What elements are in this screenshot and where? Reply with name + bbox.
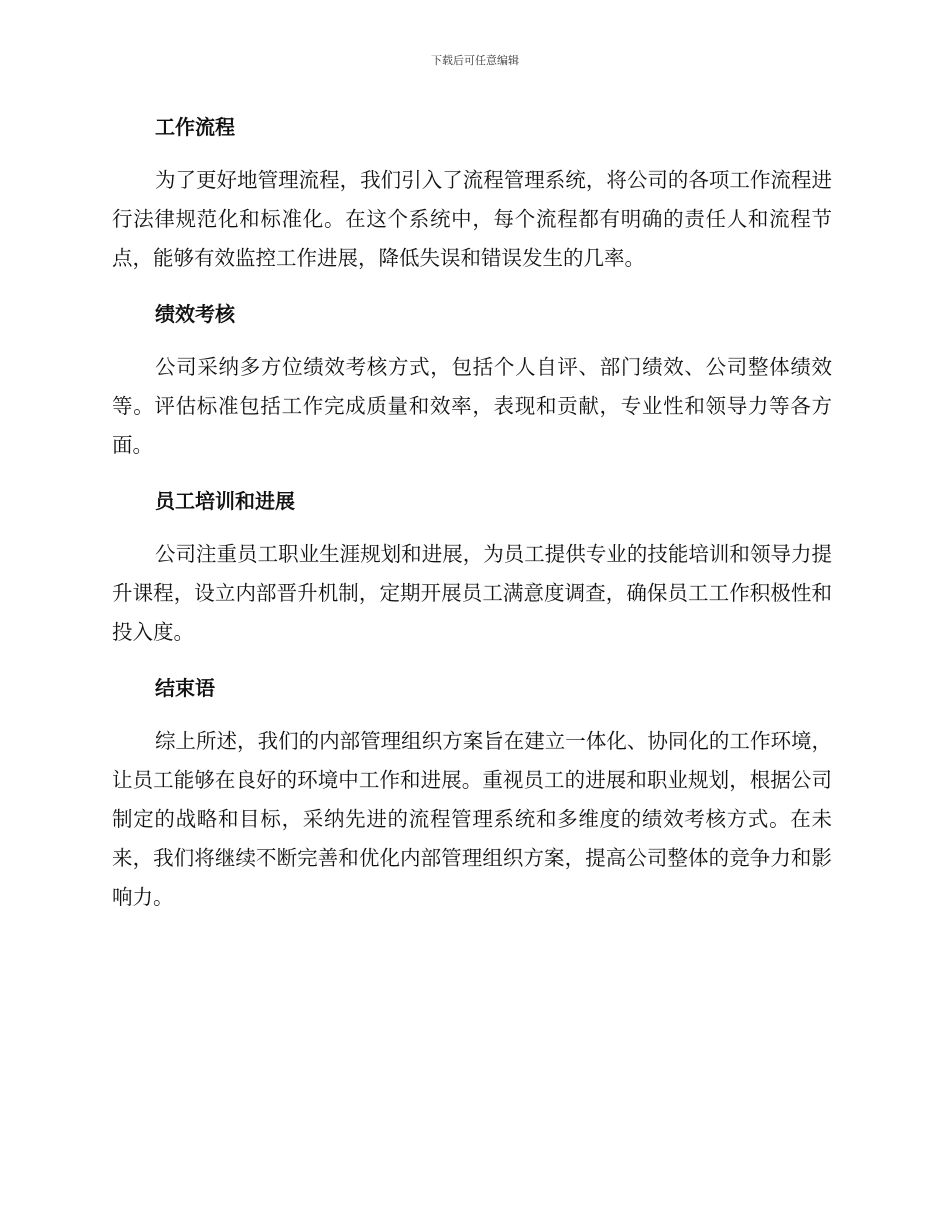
section-heading-performance: 绩效考核 [155,302,235,326]
section-heading-conclusion: 结束语 [155,676,215,700]
section-workflow [112,108,832,278]
section-paragraph-performance: 公司采纳多方位绩效考核方式，包括个人自评、部门绩效、公司整体绩效等。评估标准包括工作完成质量和效率，表现和贡献，专业性和领导力等各方面。 [112,355,832,457]
section-heading-workflow: 工作流程 [155,115,235,139]
section-paragraph-workflow: 为了更好地管理流程，我们引入了流程管理系统，将公司的各项工作流程进行法律规范化和标准化。在这个系统中，每个流程都有明确的责任人和流程节点，能够有效监控工作进展，降低失误和错误发生的几率。 [112,168,832,270]
section-paragraph-conclusion: 综上所述，我们的内部管理组织方案旨在建立一体化、协同化的工作环境，让员工能够在良好的环境中工作和进展。重视员工的进展和职业规划，根据公司制定的战略和目标，采纳先进的流程管理系统和多维度的绩效考核方式。在未来，我们将继续不断完善和优化内部管理组织方案，提高公司整体的竞争力和影响力。 [112,729,832,909]
section-paragraph-training: 公司注重员工职业生涯规划和进展，为员工提供专业的技能培训和领导力提升课程，设立内部晋升机制，定期开展员工满意度调查，确保员工工作积极性和投入度。 [112,542,832,644]
section-conclusion [112,669,832,917]
section-training [112,482,832,652]
section-heading-training: 员工培训和进展 [155,489,295,513]
page-header-note: 下载后可任意编辑 [431,54,519,67]
section-performance [112,295,832,465]
document-body [112,108,832,934]
